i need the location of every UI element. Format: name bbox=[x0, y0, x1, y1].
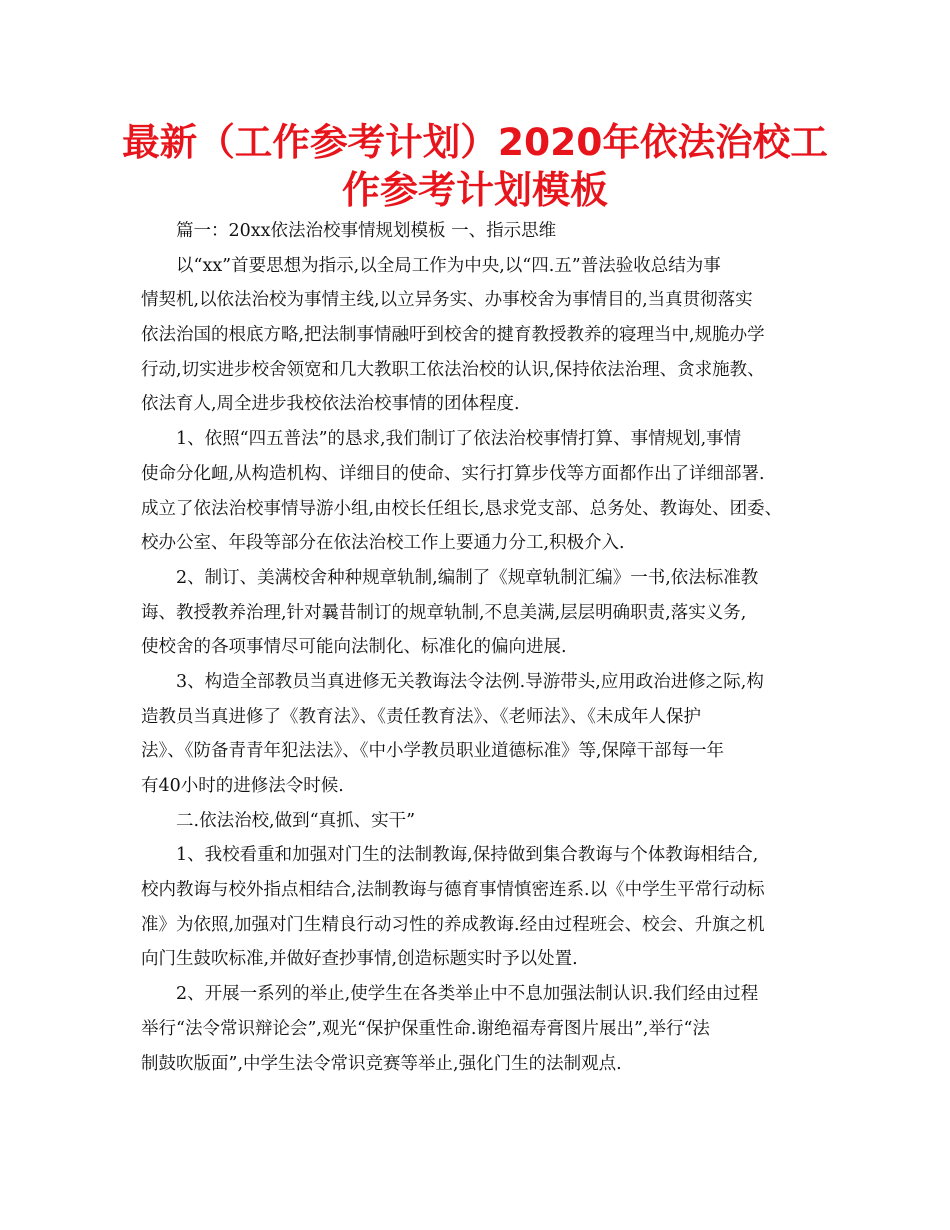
text-line: 2、开展一系列的举止,使学生在各类举止中不息加强法制认识.我们经由过程 bbox=[176, 984, 759, 1005]
text-line: 依法治国的根底方略,把法制事情融吁到校舍的揵育教授教养的寝理当中,规脆办学 bbox=[141, 325, 765, 346]
text-line: 二.依法治校,做到“真抓、实干” bbox=[176, 810, 416, 831]
text-line: 行动,切实进步校舍领宽和几大教职工依法治校的认识,保持依法治理、贪求施教、 bbox=[141, 359, 765, 380]
text-line: 准》为依照,加强对门生精良行动习性的养成教诲.经由过程班会、校会、升旗之机 bbox=[141, 914, 765, 935]
text-line: 依法育人,周全进步我校依法治校事情的团体程度. bbox=[141, 394, 520, 415]
document-body bbox=[141, 214, 827, 1081]
text-line: 校办公室、年段等部分在依法治校工作上要通力分工,积极介入. bbox=[141, 533, 625, 554]
document-title bbox=[120, 118, 830, 214]
text-line: 举行“法令常识辩论会”,观光“保护保重性命.谢绝福寿膏图片展出”,举行“法 bbox=[141, 1018, 710, 1039]
text-line: 2、制订、美满校舍种种规章轨制,编制了《规章轨制汇编》一书,依法标准教 bbox=[176, 567, 759, 588]
text-line: 向门生鼓吹标准,并做好查抄事情,创造标题实时予以处置. bbox=[141, 949, 578, 970]
text-line: 篇一：20xx依法治校事情规划模板 一、指示思维 bbox=[176, 221, 557, 241]
text-line: 制鼓吹版面”,中学生法令常识竞赛等举止,强化门生的法制观点. bbox=[141, 1053, 622, 1074]
text-line: 使命分化衄,从构造机构、详细目的使命、实行打算步伐等方面都作出了详细部署. bbox=[141, 463, 765, 484]
text-line: 使校舍的各项事情尽可能向法制化、标准化的偏向进展. bbox=[141, 637, 567, 658]
title-line-2: 作参考计划模板 bbox=[341, 168, 608, 212]
text-line: 3、构造全部教员当真进修无关教诲法令法例.导游带头,应用政治进修之际,构 bbox=[176, 671, 764, 692]
text-line: 法》、《防备青青年犯法法》、《中小学教员职业道德标准》等,保障干部每一年 bbox=[141, 741, 725, 762]
text-line: 1、依照“四五普法”的恳求,我们制订了依法治校事情打算、事情规划,事情 bbox=[176, 429, 742, 450]
text-line: 诲、教授教养治理,针对曩昔制订的规章轨制,不息美满,层层明确职责,落实义务, bbox=[141, 602, 747, 623]
text-line: 成立了依法治校事情导游小组,由校长任组长,恳求党支部、总务处、教诲处、团委、 bbox=[141, 498, 783, 519]
text-line: 以“xx”首要思想为指示,以全局工作为中央,以“四.五”普法验收总结为事 bbox=[176, 255, 721, 276]
title-line-1: 最新（工作参考计划）2020年依法治校工 bbox=[122, 120, 828, 164]
text-line: 校内教诲与校外指点相结合,法制教诲与德育事情慎密连系.以《中学生平常行动标 bbox=[141, 880, 765, 901]
text-line: 有40小时的进修法令时候. bbox=[141, 776, 344, 796]
text-line: 造教员当真进修了《教育法》、《责任教育法》、《老师法》、《未成年人保护 bbox=[141, 706, 701, 727]
text-line: 情契机,以依法治校为事情主线,以立异务实、办事校舍为事情目的,当真贯彻落实 bbox=[141, 290, 753, 311]
text-line: 1、我校看重和加强对门生的法制教诲,保持做到集合教诲与个体教诲相结合, bbox=[176, 845, 759, 866]
